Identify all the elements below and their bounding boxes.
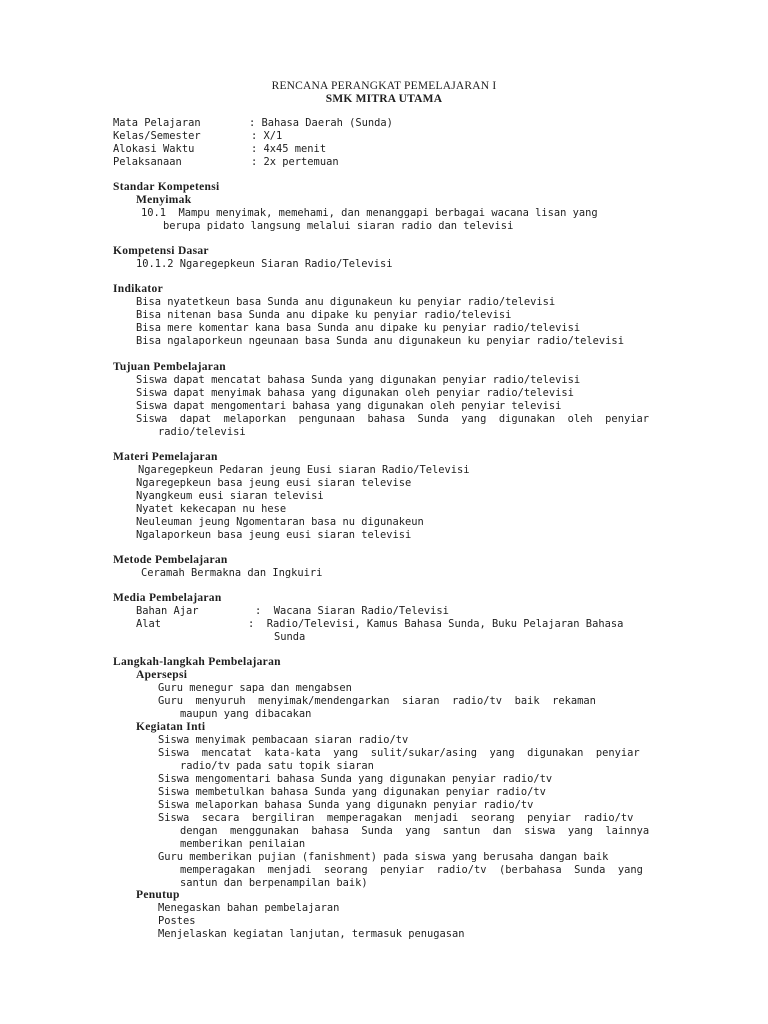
- penutup-item: Menegaskan bahan pembelajaran: [158, 902, 340, 914]
- media-alat-label: Alat: [136, 618, 162, 630]
- document-title: RENCANA PERANGKAT PEMELAJARAN I: [271, 80, 497, 92]
- subheading-menyimak: Menyimak: [136, 194, 192, 206]
- apersepsi-item: Guru menyuruh menyimak/mendengarkan siaran radio/tv baik rekaman: [158, 695, 596, 707]
- inti-item-cont: radio/tv pada satu topik siaran: [180, 760, 374, 772]
- inti-item: Siswa melaporkan bahasa Sunda yang digunakn penyiar radio/tv: [158, 799, 534, 811]
- info-label: Kelas/Semester: [113, 130, 201, 142]
- section-heading-indikator: Indikator: [113, 283, 163, 295]
- inti-item-cont: dengan menggunakan bahasa Sunda yang santun dan siswa yang lainnya: [180, 825, 650, 837]
- tujuan-item: Siswa dapat melaporkan pengunaan bahasa Sunda yang digunakan oleh penyiar: [136, 413, 649, 425]
- tujuan-item-cont: radio/televisi: [158, 426, 246, 438]
- materi-item: Nyangkeum eusi siaran televisi: [136, 490, 324, 502]
- materi-item: Neuleuman jeung Ngomentaran basa nu digunakeun: [136, 516, 424, 528]
- standar-item-cont: berupa pidato langsung melalui siaran radio dan televisi: [163, 220, 514, 232]
- indikator-item: Bisa ngalaporkeun ngeunaan basa Sunda anu digunakeun ku penyiar radio/televisi: [136, 335, 624, 347]
- subheading-kegiatan-inti: Kegiatan Inti: [136, 721, 206, 733]
- school-name: SMK MITRA UTAMA: [325, 93, 443, 105]
- tujuan-item: Siswa dapat mencatat bahasa Sunda yang digunakan penyiar radio/televisi: [136, 374, 581, 386]
- tujuan-item: Siswa dapat menyimak bahasa yang digunakan oleh penyiar radio/televisi: [136, 387, 574, 399]
- section-heading-materi: Materi Pemelajaran: [113, 451, 218, 463]
- inti-item-cont: memperagakan menjadi seorang penyiar radio/tv (berbahasa Sunda yang: [180, 864, 643, 876]
- inti-item: Siswa mencatat kata-kata yang sulit/sukar/asing yang digunakan penyiar: [158, 747, 640, 759]
- tujuan-item: Siswa dapat mengomentari bahasa yang digunakan oleh penyiar televisi: [136, 400, 562, 412]
- materi-item: Nyatet kekecapan nu hese: [136, 503, 287, 515]
- inti-item: Siswa membetulkan bahasa Sunda yang digunakan penyiar radio/tv: [158, 786, 546, 798]
- section-heading-langkah: Langkah-langkah Pembelajaran: [113, 656, 281, 668]
- standar-item: 10.1 Mampu menyimak, memehami, dan menanggapi berbagai wacana lisan yang: [141, 207, 598, 219]
- info-label: Alokasi Waktu: [113, 143, 195, 155]
- apersepsi-item: Guru menegur sapa dan mengabsen: [158, 682, 352, 694]
- subheading-apersepsi: Apersepsi: [136, 669, 188, 681]
- section-heading-media: Media Pembelajaran: [113, 592, 222, 604]
- materi-item: Ngaregepkeun Pedaran jeung Eusi siaran Radio/Televisi: [138, 464, 470, 476]
- info-value: : Bahasa Daerah (Sunda): [249, 117, 393, 129]
- inti-item: Siswa mengomentari bahasa Sunda yang digunakan penyiar radio/tv: [158, 773, 553, 785]
- inti-item-cont: memberikan penilaian: [180, 838, 306, 850]
- penutup-item: Postes: [158, 915, 196, 927]
- metode-item: Ceramah Bermakna dan Ingkuiri: [141, 567, 323, 579]
- inti-item: Guru memberikan pujian (fanishment) pada siswa yang berusaha dangan baik: [158, 851, 609, 863]
- materi-item: Ngalaporkeun basa jeung eusi siaran televisi: [136, 529, 412, 541]
- penutup-item: Menjelaskan kegiatan lanjutan, termasuk penugasan: [158, 928, 465, 940]
- info-label: Pelaksanaan: [113, 156, 182, 168]
- inti-item: Siswa menyimak pembacaan siaran radio/tv: [158, 734, 409, 746]
- media-bahan-value: : Wacana Siaran Radio/Televisi: [255, 605, 449, 617]
- section-heading-metode: Metode Pembelajaran: [113, 554, 228, 566]
- inti-item: Siswa secara bergiliran memperagakan menjadi seorang penyiar radio/tv: [158, 812, 634, 824]
- info-value: : X/1: [251, 130, 283, 142]
- indikator-item: Bisa mere komentar kana basa Sunda anu dipake ku penyiar radio/televisi: [136, 322, 581, 334]
- section-heading-kompetensi: Kompetensi Dasar: [113, 245, 209, 257]
- materi-item: Ngaregepkeun basa jeung eusi siaran televise: [136, 477, 412, 489]
- apersepsi-item-cont: maupun yang dibacakan: [180, 708, 312, 720]
- section-heading-standar: Standar Kompetensi: [113, 181, 220, 193]
- indikator-item: Bisa nyatetkeun basa Sunda anu digunakeun ku penyiar radio/televisi: [136, 296, 556, 308]
- info-value: : 4x45 menit: [251, 143, 327, 155]
- info-value: : 2x pertemuan: [251, 156, 339, 168]
- media-bahan-label: Bahan Ajar: [136, 605, 199, 617]
- info-label: Mata Pelajaran: [113, 117, 201, 129]
- subheading-penutup: Penutup: [136, 889, 180, 901]
- media-alat-cont: Sunda: [274, 631, 306, 643]
- section-heading-tujuan: Tujuan Pembelajaran: [113, 361, 226, 373]
- indikator-item: Bisa nitenan basa Sunda anu dipake ku penyiar radio/televisi: [136, 309, 512, 321]
- media-alat-value: : Radio/Televisi, Kamus Bahasa Sunda, Buku Pelajaran Bahasa: [248, 618, 624, 630]
- kompetensi-item: 10.1.2 Ngaregepkeun Siaran Radio/Televisi: [136, 258, 393, 270]
- inti-item-cont: santun dan berpenampilan baik): [180, 877, 368, 889]
